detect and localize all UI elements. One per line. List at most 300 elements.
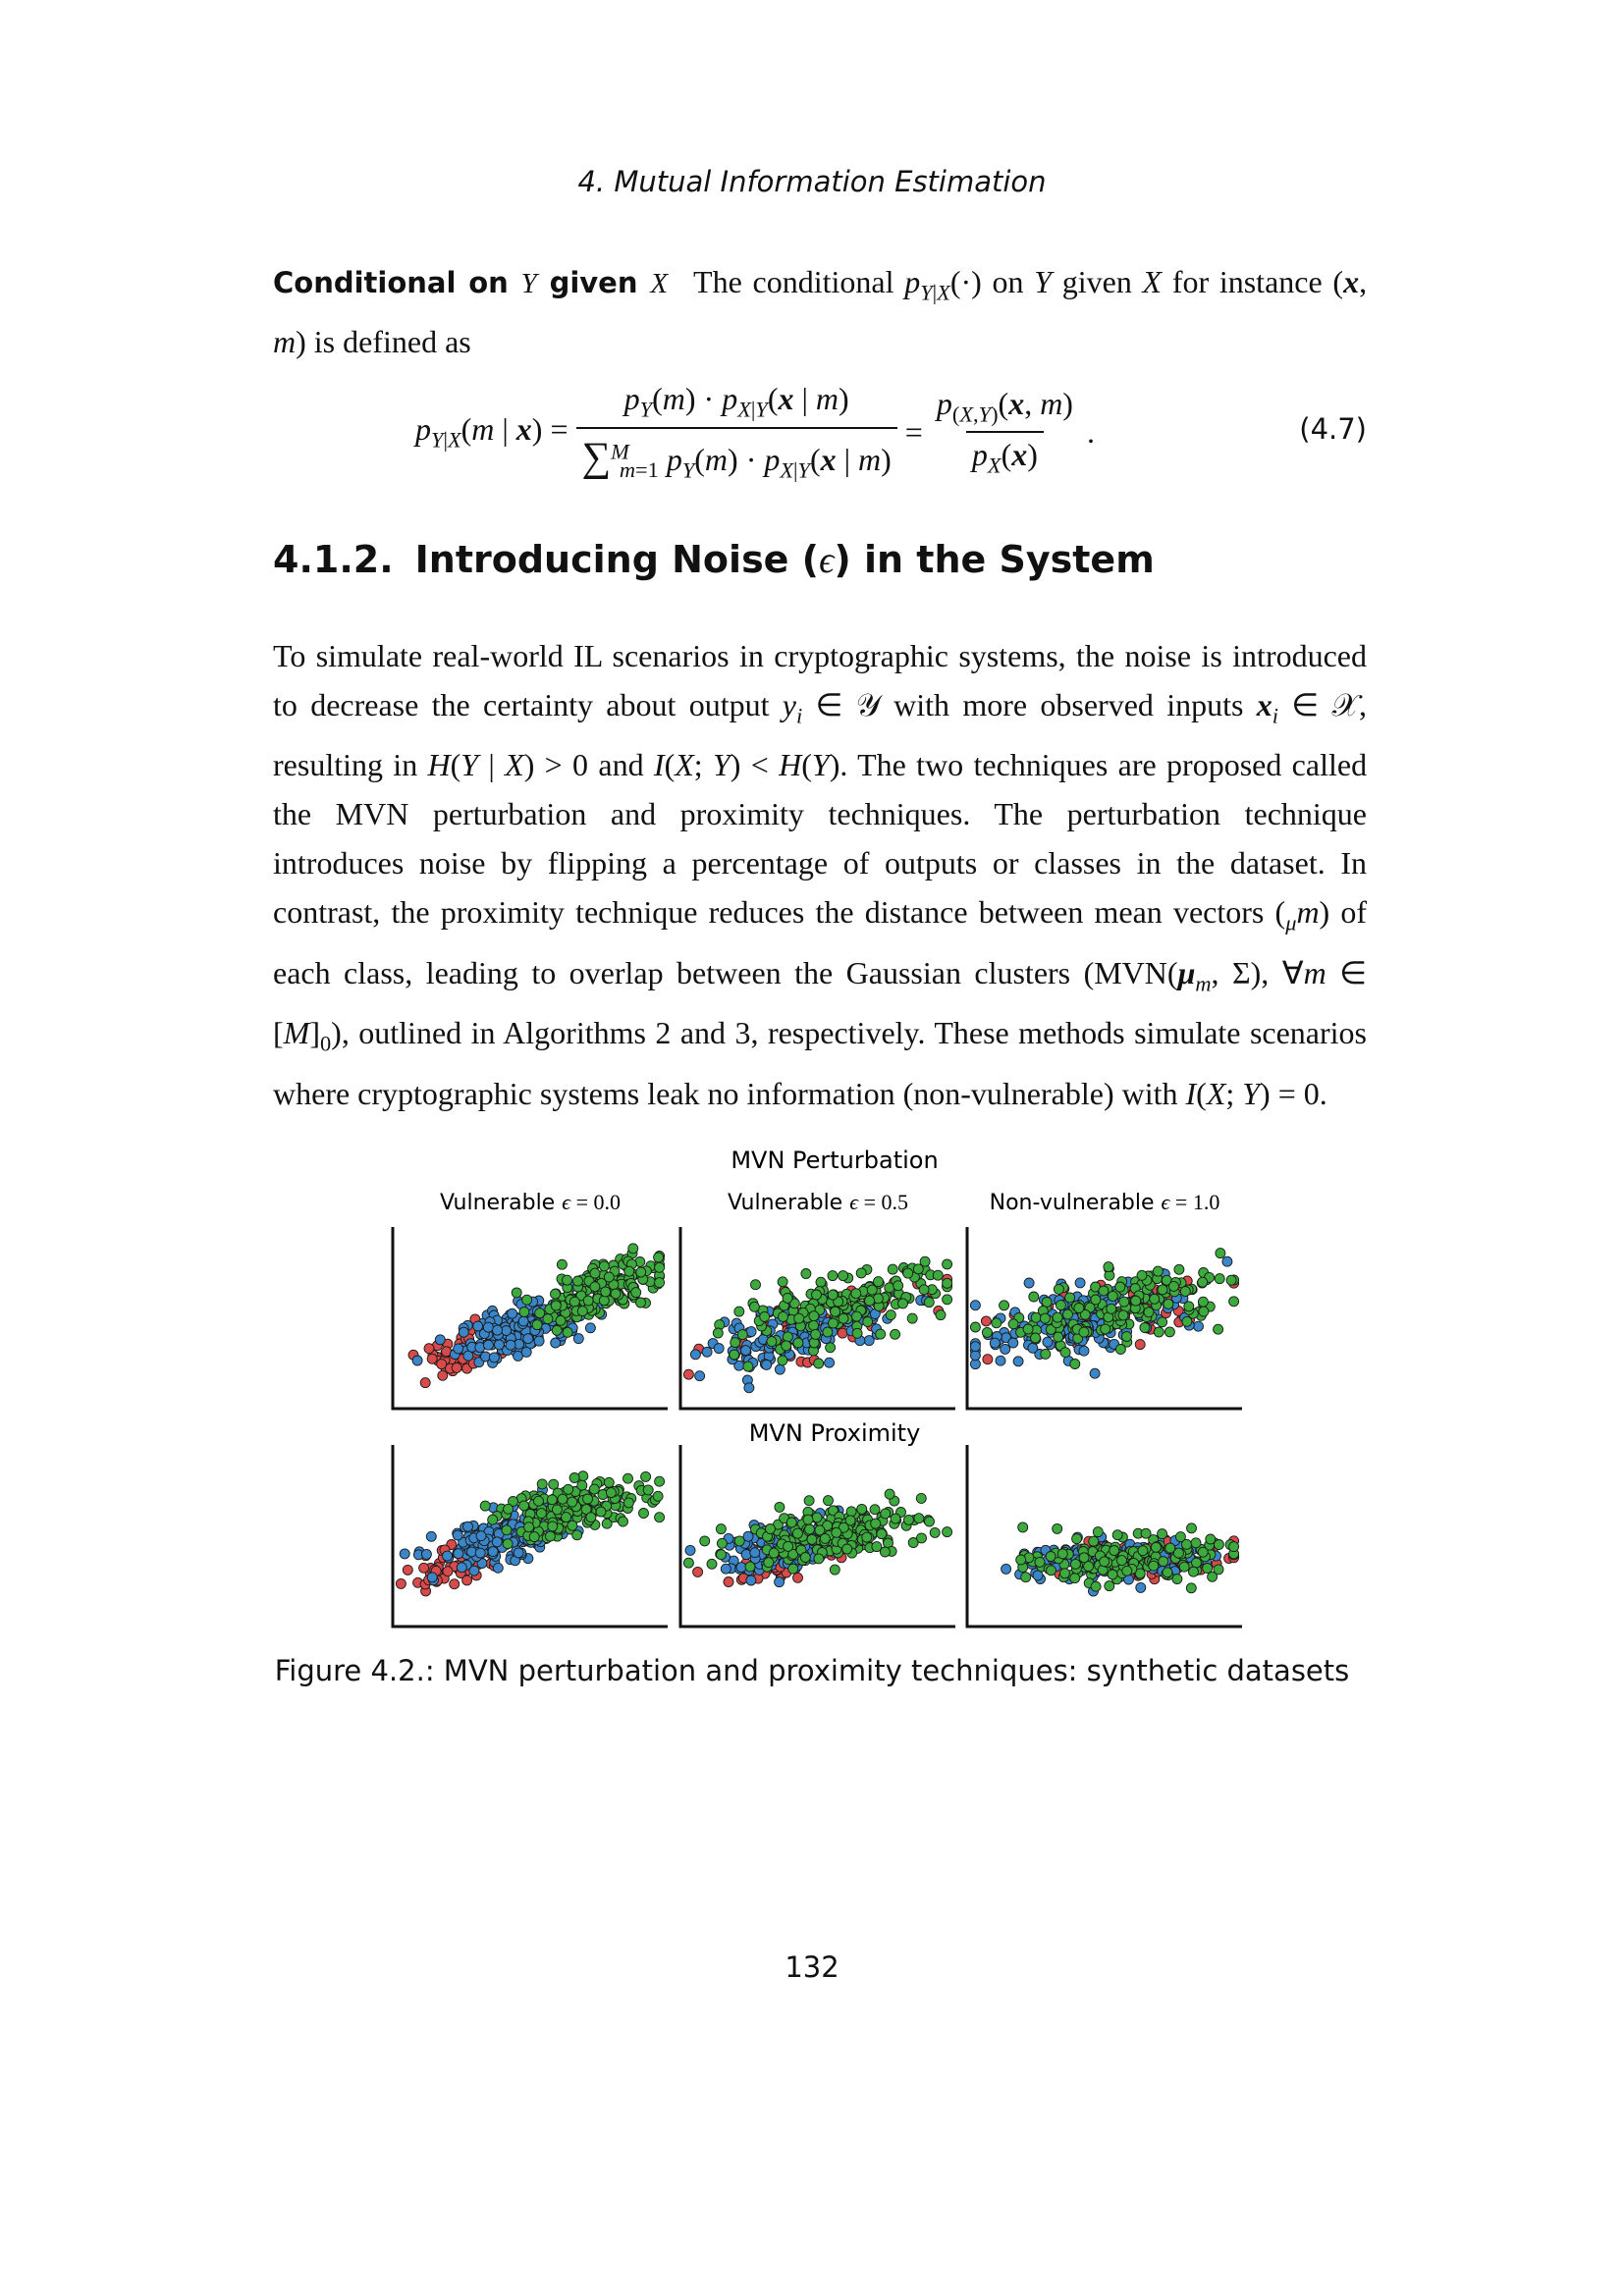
point-green <box>1047 1566 1056 1575</box>
point-green <box>898 1299 908 1308</box>
running-head: 4. Mutual Information Estimation <box>577 165 1047 198</box>
point-blue <box>427 1573 437 1582</box>
point-green <box>1089 1536 1099 1546</box>
point-green <box>877 1529 887 1539</box>
point-blue <box>459 1327 468 1337</box>
point-green <box>1180 1287 1190 1297</box>
point-green <box>1060 1569 1070 1578</box>
point-green <box>529 1532 539 1542</box>
point-green <box>655 1278 665 1288</box>
point-green <box>1070 1360 1080 1369</box>
point-blue <box>1024 1278 1034 1288</box>
point-blue <box>1075 1278 1085 1288</box>
point-green <box>534 1496 544 1506</box>
point-green <box>1079 1553 1089 1563</box>
scatter-panel-1 <box>393 1227 668 1409</box>
point-blue <box>502 1326 512 1336</box>
point-green <box>589 1484 599 1494</box>
point-green <box>1158 1317 1167 1327</box>
point-green <box>1054 1284 1063 1294</box>
point-green <box>655 1476 665 1486</box>
point-green <box>536 1509 546 1519</box>
point-green <box>943 1278 952 1288</box>
point-green <box>1215 1274 1224 1284</box>
point-green <box>1065 1293 1075 1303</box>
point-green <box>1029 1292 1039 1302</box>
point-green <box>1056 1301 1065 1310</box>
point-red <box>396 1578 406 1588</box>
point-blue <box>473 1321 483 1331</box>
point-green <box>885 1489 894 1499</box>
point-green <box>886 1310 895 1320</box>
point-green <box>524 1522 534 1532</box>
point-red <box>1135 1340 1145 1350</box>
point-green <box>800 1553 810 1563</box>
point-green <box>888 1264 897 1274</box>
point-green <box>907 1313 917 1323</box>
figure-caption: Figure 4.2.: MVN perturbation and proximity techniques: synthetic datasets <box>274 1654 1350 1687</box>
point-green <box>1229 1542 1239 1552</box>
point-blue <box>970 1342 980 1352</box>
point-green <box>512 1288 521 1298</box>
point-green <box>1191 1538 1201 1548</box>
point-blue <box>435 1335 445 1345</box>
point-green <box>537 1479 547 1489</box>
point-green <box>751 1280 761 1290</box>
panel-title-1: Vulnerable ϵ = 0.0 <box>439 1190 622 1215</box>
point-green <box>683 1558 693 1568</box>
point-green <box>628 1244 638 1254</box>
point-blue <box>970 1301 980 1310</box>
point-green <box>786 1518 796 1527</box>
point-green <box>1054 1332 1063 1342</box>
point-blue <box>454 1344 463 1354</box>
point-blue <box>489 1353 499 1362</box>
point-blue <box>457 1563 466 1573</box>
point-green <box>1105 1581 1114 1591</box>
point-blue <box>864 1336 874 1346</box>
point-green <box>532 1320 542 1330</box>
point-green <box>654 1253 664 1262</box>
point-green <box>502 1525 512 1535</box>
point-green <box>828 1290 838 1300</box>
point-red <box>462 1575 472 1585</box>
point-green <box>1226 1275 1236 1285</box>
point-green <box>1100 1557 1110 1567</box>
point-green <box>543 1314 553 1324</box>
point-red <box>438 1370 448 1380</box>
point-green <box>624 1266 634 1276</box>
point-green <box>631 1288 641 1298</box>
point-green <box>1053 1312 1062 1322</box>
point-green <box>904 1515 914 1524</box>
point-blue <box>736 1563 746 1573</box>
point-green <box>1117 1556 1127 1566</box>
point-green <box>568 1521 577 1530</box>
point-green <box>1184 1302 1194 1311</box>
point-green <box>794 1313 804 1323</box>
point-green <box>623 1473 633 1483</box>
point-green <box>590 1282 600 1292</box>
point-blue <box>523 1334 533 1344</box>
point-green <box>856 1268 866 1278</box>
point-green <box>1119 1297 1129 1307</box>
point-blue <box>825 1358 835 1367</box>
point-green <box>590 1268 600 1278</box>
point-green <box>1203 1564 1213 1574</box>
point-green <box>749 1302 759 1311</box>
point-green <box>1079 1327 1089 1337</box>
point-green <box>743 1362 753 1371</box>
point-green <box>881 1509 891 1519</box>
point-green <box>1031 1333 1041 1343</box>
point-blue <box>506 1340 515 1350</box>
point-green <box>880 1547 890 1557</box>
point-blue <box>463 1522 473 1531</box>
point-green <box>1046 1552 1056 1562</box>
point-green <box>734 1536 744 1546</box>
point-green <box>548 1522 558 1531</box>
point-green <box>865 1296 875 1306</box>
point-green <box>826 1343 836 1353</box>
point-green <box>1141 1528 1151 1538</box>
point-green <box>1099 1286 1109 1296</box>
point-green <box>1229 1297 1239 1307</box>
point-green <box>1163 1568 1172 1577</box>
point-blue <box>1028 1343 1038 1353</box>
point-green <box>639 1509 649 1519</box>
point-green <box>1216 1249 1225 1258</box>
point-green <box>760 1311 770 1321</box>
point-blue <box>488 1547 498 1557</box>
point-green <box>839 1313 848 1323</box>
scatter-panel-3 <box>967 1227 1242 1409</box>
point-green <box>599 1296 609 1306</box>
point-green <box>936 1310 946 1320</box>
point-green <box>943 1295 952 1305</box>
point-green <box>730 1350 739 1360</box>
point-green <box>556 1315 566 1325</box>
point-green <box>914 1514 924 1523</box>
point-blue <box>714 1344 724 1354</box>
point-green <box>1023 1324 1033 1334</box>
point-green <box>545 1531 555 1541</box>
point-green <box>832 1527 841 1537</box>
point-green <box>1214 1540 1223 1550</box>
scatter-panel-5 <box>680 1445 955 1627</box>
point-green <box>1154 1327 1164 1337</box>
point-red <box>403 1565 412 1575</box>
point-green <box>606 1488 616 1498</box>
point-green <box>522 1295 532 1305</box>
point-green <box>578 1471 588 1481</box>
point-blue <box>453 1530 462 1540</box>
point-red <box>838 1328 847 1338</box>
point-green <box>583 1296 593 1306</box>
point-green <box>839 1271 848 1281</box>
point-green <box>1093 1527 1103 1537</box>
point-green <box>930 1527 940 1537</box>
point-green <box>830 1565 839 1575</box>
point-green <box>1110 1546 1119 1556</box>
point-blue <box>1008 1338 1018 1348</box>
point-red <box>724 1577 733 1587</box>
point-green <box>1057 1549 1067 1559</box>
row2-title: MVN Proximity <box>748 1419 921 1447</box>
point-green <box>551 1289 561 1299</box>
point-green <box>793 1338 803 1348</box>
point-blue <box>534 1336 544 1346</box>
point-green <box>549 1479 559 1489</box>
point-blue <box>1079 1346 1089 1356</box>
point-green <box>925 1517 935 1526</box>
point-blue <box>493 1325 503 1335</box>
point-green <box>784 1541 793 1551</box>
point-green <box>1016 1555 1026 1565</box>
point-green <box>1091 1581 1101 1591</box>
point-green <box>563 1327 572 1337</box>
point-green <box>619 1517 628 1526</box>
point-green <box>1115 1345 1125 1355</box>
point-green <box>814 1554 824 1564</box>
point-green <box>1169 1281 1179 1291</box>
point-green <box>1199 1307 1209 1316</box>
point-green <box>1035 1557 1045 1567</box>
point-green <box>1153 1266 1163 1276</box>
point-green <box>764 1558 774 1568</box>
point-blue <box>508 1308 517 1318</box>
point-green <box>737 1330 747 1340</box>
point-green <box>805 1524 815 1534</box>
point-green <box>1138 1546 1148 1556</box>
equation-number: (4.7) <box>1299 412 1367 446</box>
point-green <box>876 1329 886 1339</box>
point-green <box>1144 1308 1154 1317</box>
point-green <box>812 1513 822 1522</box>
point-green <box>599 1261 609 1271</box>
point-blue <box>685 1545 695 1555</box>
row1-title: MVN Perturbation <box>731 1148 939 1174</box>
point-green <box>831 1307 840 1316</box>
point-green <box>1159 1557 1168 1567</box>
point-green <box>573 1276 583 1286</box>
point-blue <box>493 1563 503 1573</box>
point-green <box>563 1275 572 1285</box>
point-green <box>1187 1523 1197 1533</box>
point-green <box>1122 1566 1132 1575</box>
point-green <box>577 1307 587 1316</box>
point-green <box>1149 1561 1159 1571</box>
point-green <box>1008 1319 1018 1329</box>
point-red <box>981 1316 991 1326</box>
point-green <box>562 1513 571 1522</box>
point-green <box>1140 1323 1150 1333</box>
point-blue <box>1013 1357 1023 1366</box>
point-green <box>1041 1349 1051 1359</box>
point-green <box>1192 1558 1202 1568</box>
point-green <box>1186 1583 1196 1593</box>
point-blue <box>702 1347 712 1357</box>
point-green <box>717 1550 727 1560</box>
point-green <box>812 1290 822 1300</box>
point-green <box>636 1298 646 1308</box>
point-green <box>1208 1572 1218 1581</box>
point-green <box>779 1311 788 1321</box>
point-green <box>1179 1562 1189 1572</box>
point-green <box>653 1491 663 1501</box>
point-green <box>1214 1324 1223 1334</box>
point-blue <box>475 1548 485 1558</box>
point-green <box>919 1285 929 1295</box>
point-blue <box>1194 1321 1204 1331</box>
point-green <box>857 1504 867 1514</box>
point-green <box>503 1539 513 1549</box>
scatter-grid <box>383 1148 1267 1639</box>
point-green <box>1053 1523 1062 1533</box>
point-green <box>655 1513 665 1522</box>
point-green <box>863 1317 873 1327</box>
point-green <box>801 1269 811 1279</box>
point-green <box>604 1272 614 1282</box>
point-blue <box>585 1323 595 1333</box>
point-green <box>1108 1570 1117 1579</box>
point-red <box>419 1563 429 1573</box>
point-green <box>1018 1522 1028 1532</box>
point-blue <box>775 1364 785 1374</box>
point-green <box>636 1267 646 1277</box>
point-green <box>552 1505 562 1515</box>
point-green <box>577 1480 587 1490</box>
point-blue <box>990 1338 1000 1348</box>
point-blue <box>476 1531 486 1541</box>
point-green <box>734 1307 744 1316</box>
point-green <box>643 1485 653 1495</box>
point-green <box>1206 1534 1216 1544</box>
point-green <box>803 1515 813 1524</box>
point-blue <box>521 1347 531 1357</box>
point-green <box>766 1524 776 1534</box>
point-green <box>569 1297 579 1307</box>
point-green <box>970 1322 980 1332</box>
point-green <box>1173 1548 1183 1558</box>
point-green <box>846 1507 856 1517</box>
point-green <box>564 1484 573 1494</box>
point-green <box>1158 1529 1167 1539</box>
point-green <box>547 1495 557 1505</box>
point-blue <box>750 1548 760 1558</box>
point-green <box>568 1497 577 1507</box>
point-green <box>871 1519 881 1528</box>
equation-4-7: $p_{Y|X}(m$ | x) = $\frac{p_Y(m) \cdot p_{X|Y}(x | m)}{\sum^M_{m=1} p_Y(m) \cdot p_{X|Y}(x | m)}$ = $\frac{p_{(X,Y)}(x, m)}{p_X(x)}$ . (4.7) <box>415 381 1367 482</box>
scatter-panel-2 <box>680 1227 955 1409</box>
point-green <box>943 1527 952 1537</box>
point-green <box>874 1277 884 1287</box>
point-green <box>655 1262 665 1272</box>
point-green <box>829 1318 839 1328</box>
point-green <box>716 1524 726 1534</box>
point-red <box>424 1344 434 1354</box>
point-blue <box>454 1549 463 1559</box>
point-green <box>1070 1559 1080 1569</box>
point-green <box>504 1504 514 1514</box>
point-green <box>1151 1542 1161 1552</box>
point-green <box>558 1494 568 1504</box>
point-green <box>924 1298 934 1308</box>
point-green <box>1198 1547 1208 1557</box>
point-green <box>885 1283 894 1293</box>
point-green <box>1164 1299 1173 1308</box>
point-green <box>1101 1324 1110 1334</box>
point-green <box>557 1259 567 1269</box>
point-green <box>823 1327 833 1337</box>
point-green <box>731 1338 740 1348</box>
point-green <box>1182 1316 1192 1326</box>
point-blue <box>492 1537 502 1547</box>
point-blue <box>1001 1564 1011 1574</box>
point-blue <box>514 1548 523 1558</box>
point-green <box>1112 1530 1122 1540</box>
point-green <box>596 1507 606 1517</box>
point-green <box>1198 1297 1208 1307</box>
conditional-paragraph: Conditional on Y given X The conditional $p_{Y|X}(\cdot)$ on Y given X for instance (x, m) is defined as <box>273 264 1368 360</box>
point-blue <box>1136 1582 1146 1592</box>
point-green <box>782 1341 791 1351</box>
point-green <box>519 1501 529 1511</box>
point-blue <box>426 1531 436 1541</box>
scatter-panel-4 <box>393 1445 668 1627</box>
point-green <box>1104 1262 1113 1272</box>
point-green <box>1118 1310 1128 1320</box>
figure-4-2 <box>383 1148 1267 1639</box>
point-red <box>450 1579 460 1589</box>
point-green <box>569 1473 579 1483</box>
point-green <box>852 1311 862 1321</box>
point-green <box>717 1538 727 1548</box>
point-green <box>1150 1294 1160 1304</box>
point-green <box>1198 1277 1208 1287</box>
point-blue <box>775 1577 785 1587</box>
point-green <box>1164 1327 1174 1337</box>
point-green <box>788 1564 798 1574</box>
point-green <box>824 1496 834 1506</box>
point-green <box>623 1498 633 1508</box>
point-green <box>992 1318 1001 1328</box>
point-green <box>842 1544 852 1554</box>
point-green <box>933 1270 943 1280</box>
point-green <box>920 1256 930 1266</box>
point-green <box>488 1515 498 1524</box>
point-blue <box>1222 1256 1232 1266</box>
point-green <box>1107 1304 1116 1313</box>
point-green <box>1174 1264 1184 1274</box>
point-blue <box>970 1351 980 1361</box>
point-green <box>783 1293 792 1303</box>
point-green <box>1060 1348 1070 1358</box>
point-green <box>604 1477 614 1487</box>
point-blue <box>1043 1337 1053 1347</box>
point-green <box>1021 1573 1031 1582</box>
point-blue <box>721 1564 731 1574</box>
point-green <box>943 1259 952 1269</box>
point-green <box>820 1533 830 1543</box>
point-red <box>452 1362 461 1372</box>
point-blue <box>746 1575 756 1585</box>
point-green <box>816 1277 826 1287</box>
point-green <box>583 1494 593 1504</box>
panel-title-2: Vulnerable ϵ = 0.5 <box>727 1190 909 1215</box>
point-blue <box>412 1356 422 1365</box>
point-green <box>707 1559 717 1569</box>
